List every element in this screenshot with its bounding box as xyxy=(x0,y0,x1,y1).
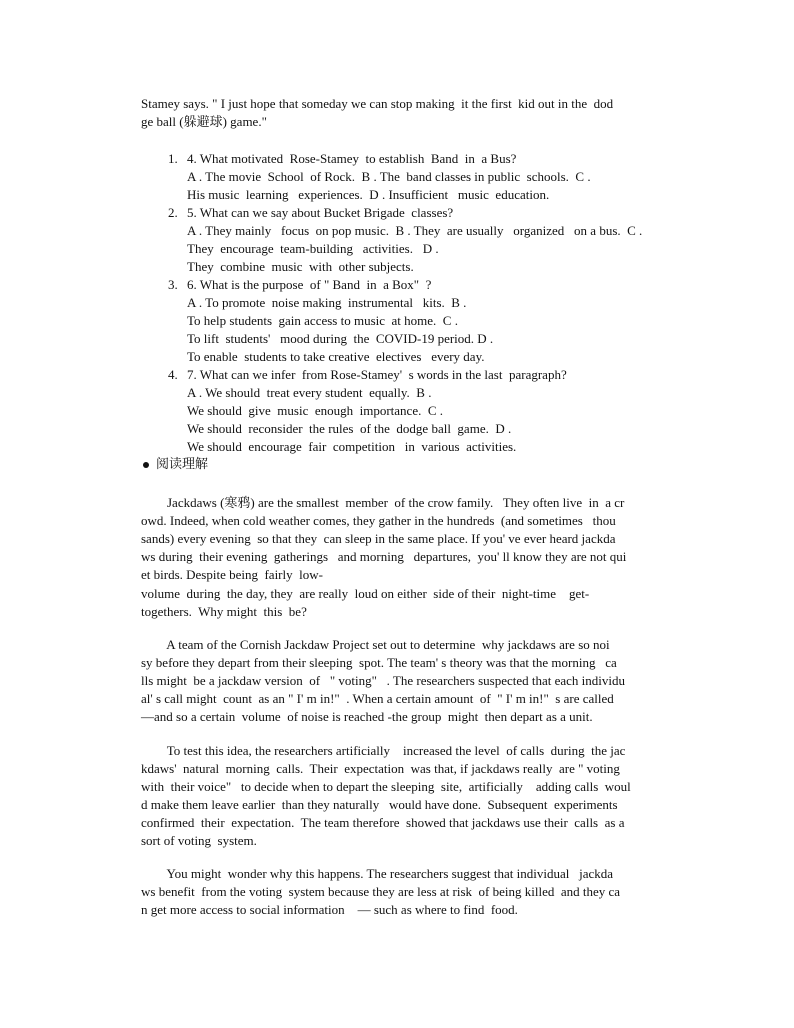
passage-line: owd. Indeed, when cold weather comes, they gather in the hundreds (and sometimes thou xyxy=(141,513,616,528)
passage-line: al' s call might count as an " I' m in!" . When a certain amount of " I' m in!" s are called xyxy=(141,691,614,706)
passage-line: n get more access to social information — such as where to find food. xyxy=(141,902,518,917)
question-option-line: We should give music enough importance. C . xyxy=(187,403,444,418)
question-option-line: We should reconsider the rules of the dodge ball game. D . xyxy=(187,421,512,436)
question-number: 2. xyxy=(168,205,178,220)
question-option-line: A . They mainly focus on pop music. B . They are usually organized on a bus. C . xyxy=(187,223,643,238)
question-number: 1. xyxy=(168,151,178,166)
passage-line: sands) every evening so that they can sleep in the same place. If you' ve ever heard jackda xyxy=(141,531,616,546)
question-option-line: To lift students' mood during the COVID-19 period. D . xyxy=(187,331,494,346)
question-stem: 6. What is the purpose of " Band in a Box" ? xyxy=(187,277,432,292)
question-stem: 7. What can we infer from Rose-Stamey' s words in the last paragraph? xyxy=(187,367,567,382)
passage-line: lls might be a jackdaw version of " voting" . The researchers suspected that each individu xyxy=(141,673,626,688)
question-option-line: A . To promote noise making instrumental kits. B . xyxy=(187,295,467,310)
passage-line: d make them leave earlier than they naturally would have done. Subsequent experiments xyxy=(141,797,618,812)
question-option-line: A . The movie School of Rock. B . The band classes in public schools. C . xyxy=(187,169,591,184)
passage-line: with their voice" to decide when to depart the sleeping site, artificially adding calls woul xyxy=(141,779,631,794)
passage-line: A team of the Cornish Jackdaw Project set out to determine why jackdaws are so noi xyxy=(141,637,610,652)
intro-line: Stamey says. " I just hope that someday we can stop making it the first kid out in the dod xyxy=(141,96,614,111)
passage-line: To test this idea, the researchers artificially increased the level of calls during the jac xyxy=(141,743,626,758)
bullet-icon xyxy=(143,462,149,468)
question-option-line: To help students gain access to music at home. C . xyxy=(187,313,458,328)
question-option-line: To enable students to take creative electives every day. xyxy=(187,349,485,364)
passage-line: sort of voting system. xyxy=(141,833,257,848)
question-option-line: They combine music with other subjects. xyxy=(187,259,414,274)
question-option-line: His music learning experiences. D . Insufficient music education. xyxy=(187,187,550,202)
passage-line: volume during the day, they are really loud on either side of their night-time get- xyxy=(141,586,590,601)
passage-line: —and so a certain volume of noise is reached -the group might then depart as a unit. xyxy=(141,709,593,724)
passage-line: togethers. Why might this be? xyxy=(141,604,307,619)
passage-line: et birds. Despite being fairly low- xyxy=(141,567,323,582)
question-option-line: They encourage team-building activities. D . xyxy=(187,241,439,256)
passage-line: ws benefit from the voting system because they are less at risk of being killed and they ca xyxy=(141,884,621,899)
intro-line: ge ball (躲避球) game." xyxy=(141,114,267,129)
question-number: 4. xyxy=(168,367,178,382)
passage-line: kdaws' natural morning calls. Their expectation was that, if jackdaws really are " voting xyxy=(141,761,620,776)
passage-line: ws during their evening gatherings and morning departures, you' ll know they are not qui xyxy=(141,549,627,564)
question-stem: 5. What can we say about Bucket Brigade classes? xyxy=(187,205,454,220)
passage-line: Jackdaws (寒鸦) are the smallest member of the crow family. They often live in a cr xyxy=(141,495,625,510)
question-number: 3. xyxy=(168,277,178,292)
passage-line: confirmed their expectation. The team therefore showed that jackdaws use their calls as a xyxy=(141,815,625,830)
passage-line: sy before they depart from their sleeping spot. The team' s theory was that the morning ca xyxy=(141,655,617,670)
section-heading: 阅读理解 xyxy=(156,456,209,471)
passage-line: You might wonder why this happens. The researchers suggest that individual jackda xyxy=(141,866,614,881)
question-option-line: We should encourage fair competition in various activities. xyxy=(187,439,517,454)
question-stem: 4. What motivated Rose-Stamey to establish Band in a Bus? xyxy=(187,151,517,166)
question-option-line: A . We should treat every student equally. B . xyxy=(187,385,432,400)
